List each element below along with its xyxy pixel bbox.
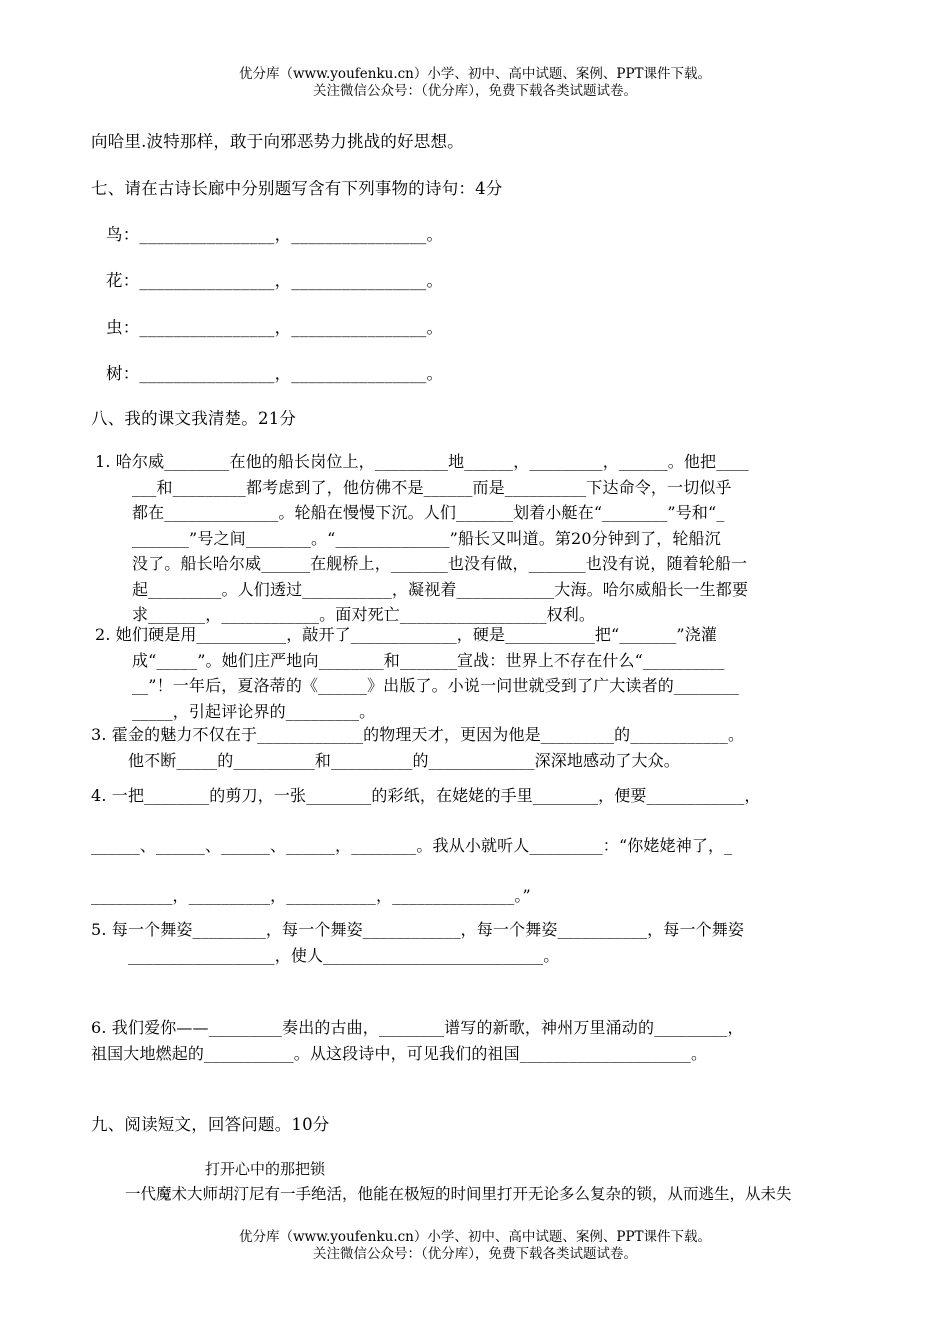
header-line-1: 优分库（www.youfenku.cn）小学、初中、高中试题、案例、PPT课件下载。 — [238, 66, 712, 82]
q3-line: 3. 霍金的魅力不仅在于_____________的物理天才，更因为他是_________的____________。 — [91, 725, 745, 744]
q6-line: 祖国大地燃起的___________。从这段诗中，可见我们的祖国_____________________。 — [91, 1043, 708, 1063]
page-header — [0, 66, 950, 100]
q1-line: 没了。船长哈尔威______在舰桥上，_______也没有做，_______也没有说，随着轮船一 — [132, 554, 748, 573]
section-9-heading: 九、阅读短文，回答问题。10分 — [91, 1115, 330, 1134]
question-3 — [91, 722, 744, 773]
story-first-line: 一代魔术大师胡汀尼有一手绝活，他能在极短的时间里打开无论多么复杂的锁，从而逃生，从未失 — [125, 1185, 792, 1203]
q2-line: 成“_____”。她们庄严地向________和_______宣战：世界上不存在什么“__________ — [132, 650, 725, 670]
q5-line: 5. 每一个舞姿_________，每一个舞姿____________，每一个舞姿___________，每一个舞姿 — [91, 920, 745, 939]
question-6 — [91, 1015, 744, 1066]
q2-line: 2. 她们硬是用___________，敲开了_____________，硬是___________把“_______”浇灌 — [95, 625, 718, 644]
question-5 — [91, 917, 744, 968]
q1-line: _______”号之间________。“______________”船长又叫道。第20分钟到了，轮船沉 — [132, 528, 721, 548]
question-2 — [95, 622, 739, 724]
section-7-heading: 七、请在古诗长廊中分别题写含有下列事物的诗句：4分 — [91, 179, 503, 198]
poem-item-bird: 鸟：________________，________________。 — [106, 225, 444, 244]
poem-item-tree: 树：________________，________________。 — [106, 364, 444, 383]
q4-line: __________，__________，___________，_______________。” — [91, 886, 531, 905]
section-8-heading: 八、我的课文我清楚。21分 — [91, 409, 297, 428]
q1-line: 起_________。人们透过___________，凝视着____________大海。哈尔威船长一生都要 — [132, 579, 749, 599]
q1-line: 1. 哈尔威________在他的船长岗位上，_________地______，_________，______。他把____ — [95, 452, 749, 471]
poem-item-flower: 花：________________，________________。 — [106, 271, 444, 290]
intro-line: 向哈里.波特那样，敢于向邪恶势力挑战的好思想。 — [91, 132, 464, 151]
question-4 — [91, 771, 761, 921]
q5-line: __________________，使人___________________________。 — [128, 945, 560, 965]
page-footer — [0, 1229, 950, 1263]
footer-line-1: 优分库（www.youfenku.cn）小学、初中、高中试题、案例、PPT课件下载。 — [238, 1229, 712, 1245]
q6-line: 6. 我们爱你——_________奏出的古曲，________谱写的新歌，神州万里涌动的_________， — [91, 1018, 744, 1037]
q2-line: _____，引起评论界的_________。 — [132, 701, 376, 721]
q1-line: ___和_________都考虑到了，他仿佛不是______而是__________下达命令，一切似乎 — [132, 477, 732, 497]
q1-line: 求_______，____________。面对死亡__________________权利。 — [132, 605, 596, 624]
story-title: 打开心中的那把锁 — [205, 1160, 326, 1178]
header-line-2: 关注微信公众号：（优分库），免费下载各类试题试卷。 — [313, 83, 637, 99]
question-1 — [95, 449, 749, 628]
q4-line: 4. 一把________的剪刀，一张________的彩纸，在姥姥的手里________，便要____________， — [91, 786, 761, 805]
poem-item-insect: 虫：________________，________________。 — [106, 318, 444, 337]
q2-line: __”！一年后，夏洛蒂的《______》出版了。小说一问世就受到了广大读者的________ — [132, 676, 740, 695]
q4-line: ______、______、______、______，________。我从小就听人_________：“你姥姥神了，_ — [91, 836, 733, 855]
q3-line: 他不断_____的__________和__________的_____________深深地感动了大众。 — [128, 750, 680, 770]
q1-line: 都在______________。轮船在慢慢下沉。人们_______划着小艇在“________”号和“_ — [132, 503, 725, 522]
footer-line-2: 关注微信公众号：（优分库），免费下载各类试题试卷。 — [313, 1246, 637, 1262]
